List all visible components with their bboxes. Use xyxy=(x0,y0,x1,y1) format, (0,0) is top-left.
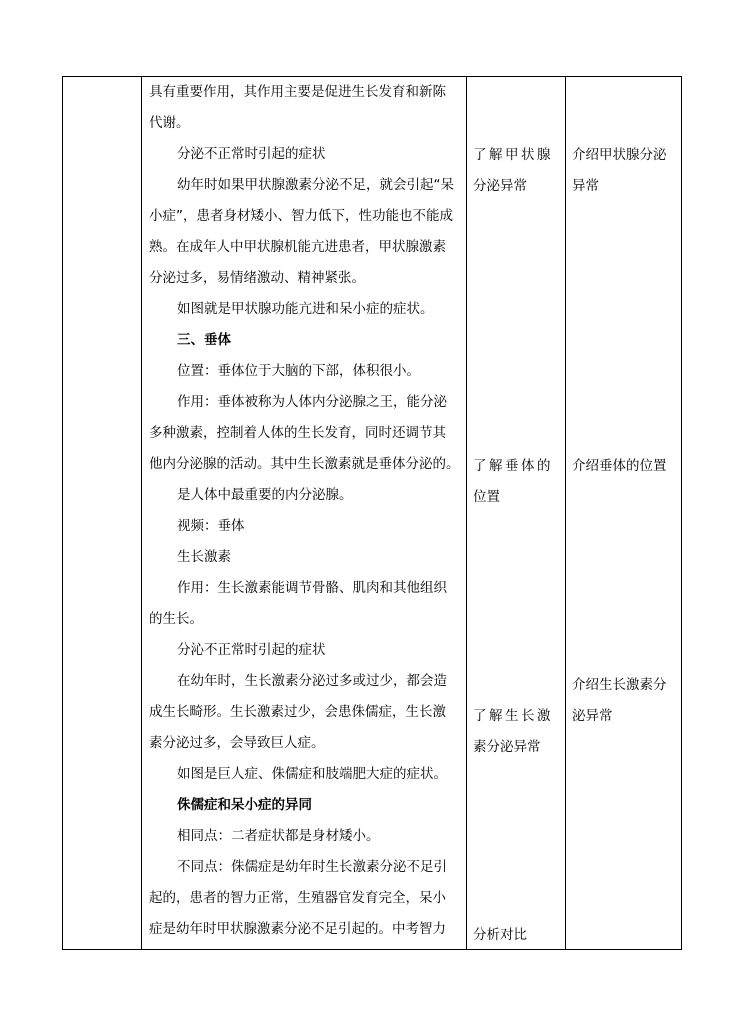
goal-growth-hormone xyxy=(473,701,553,763)
content-line: 如图是巨人症、侏儒症和肢端肥大症的症状。 xyxy=(177,766,447,782)
content-line: 的生长。 xyxy=(149,611,203,627)
activity-thyroid-line-1: 介绍甲状腺分泌 xyxy=(572,147,667,163)
content-line: 代谢。 xyxy=(149,115,190,131)
content-line: 成生长畸形。生长激素过少，会患侏儒症，生长激 xyxy=(149,704,446,720)
content-line: 相同点：二者症状都是身材矮小。 xyxy=(177,828,380,844)
content-line: 是人体中最重要的内分泌腺。 xyxy=(177,487,353,503)
goal-growth-hormone-line-1: 了解生长激 xyxy=(473,708,553,724)
content-line: 作用：生长激素能调节骨骼、肌肉和其他组织 xyxy=(177,580,447,596)
content-line: 分沁不正常时引起的症状 xyxy=(177,642,326,658)
activity-pituitary-line-1: 介绍垂体的位置 xyxy=(572,458,667,474)
content-line: 分泌过多，易情绪激动、精神紧张。 xyxy=(149,270,365,286)
content-line: 侏儒症和呆小症的异同 xyxy=(177,797,312,813)
activity-pituitary xyxy=(572,451,667,482)
column-divider-1 xyxy=(141,77,142,949)
goal-pituitary-line-1: 了解垂体的 xyxy=(473,458,553,474)
goal-compare-line-1: 分析对比 xyxy=(473,927,527,943)
activity-growth-hormone-line-2: 泌异常 xyxy=(572,708,613,724)
content-line: 症是幼年时甲状腺激素分泌不足引起的。中考智力 xyxy=(149,921,446,937)
goal-thyroid xyxy=(473,140,553,202)
activity-growth-hormone-line-1: 介绍生长激素分 xyxy=(572,677,667,693)
content-line: 小症”，患者身材矮小、智力低下，性功能也不能成 xyxy=(149,208,453,224)
content-line: 起的，患者的智力正常，生殖器官发育完全，呆小 xyxy=(149,890,446,906)
goal-growth-hormone-line-2: 素分泌异常 xyxy=(473,739,541,755)
activity-thyroid-line-2: 异常 xyxy=(572,178,599,194)
content-line: 位置：垂体位于大脑的下部，体积很小。 xyxy=(177,363,420,379)
content-line: 素分泌过多，会导致巨人症。 xyxy=(149,735,325,751)
goal-thyroid-line-1: 了解甲状腺 xyxy=(473,147,553,163)
column-divider-3 xyxy=(565,77,566,949)
activity-growth-hormone xyxy=(572,670,667,732)
content-line: 具有重要作用，其作用主要是促进生长发育和新陈 xyxy=(149,84,446,100)
content-line: 不同点：侏儒症是幼年时生长激素分泌不足引 xyxy=(177,859,447,875)
goal-pituitary-line-2: 位置 xyxy=(473,489,500,505)
content-line: 视频：垂体 xyxy=(177,518,245,534)
column-divider-2 xyxy=(466,77,467,949)
content-line: 作用：垂体被称为人体内分泌腺之王，能分泌 xyxy=(177,394,447,410)
content-line: 生长激素 xyxy=(177,549,231,565)
content-line: 三、垂体 xyxy=(177,332,231,348)
content-line: 熟。在成年人中甲状腺机能亢进患者，甲状腺激素 xyxy=(149,239,446,255)
content-line: 幼年时如果甲状腺激素分泌不足，就会引起“呆 xyxy=(177,177,454,193)
goal-compare xyxy=(473,920,527,951)
content-line: 分泌不正常时引起的症状 xyxy=(177,146,326,162)
goal-pituitary xyxy=(473,451,553,513)
content-line: 多种激素，控制着人体的生长发育，同时还调节其 xyxy=(149,425,446,441)
content-line: 在幼年时，生长激素分泌过多或过少，都会造 xyxy=(177,673,447,689)
activity-thyroid xyxy=(572,140,667,202)
content-line: 如图就是甲状腺功能亢进和呆小症的症状。 xyxy=(177,301,434,317)
content-line: 他内分泌腺的活动。其中生长激素就是垂体分泌的。 xyxy=(149,456,460,472)
goal-thyroid-line-2: 分泌异常 xyxy=(473,178,527,194)
